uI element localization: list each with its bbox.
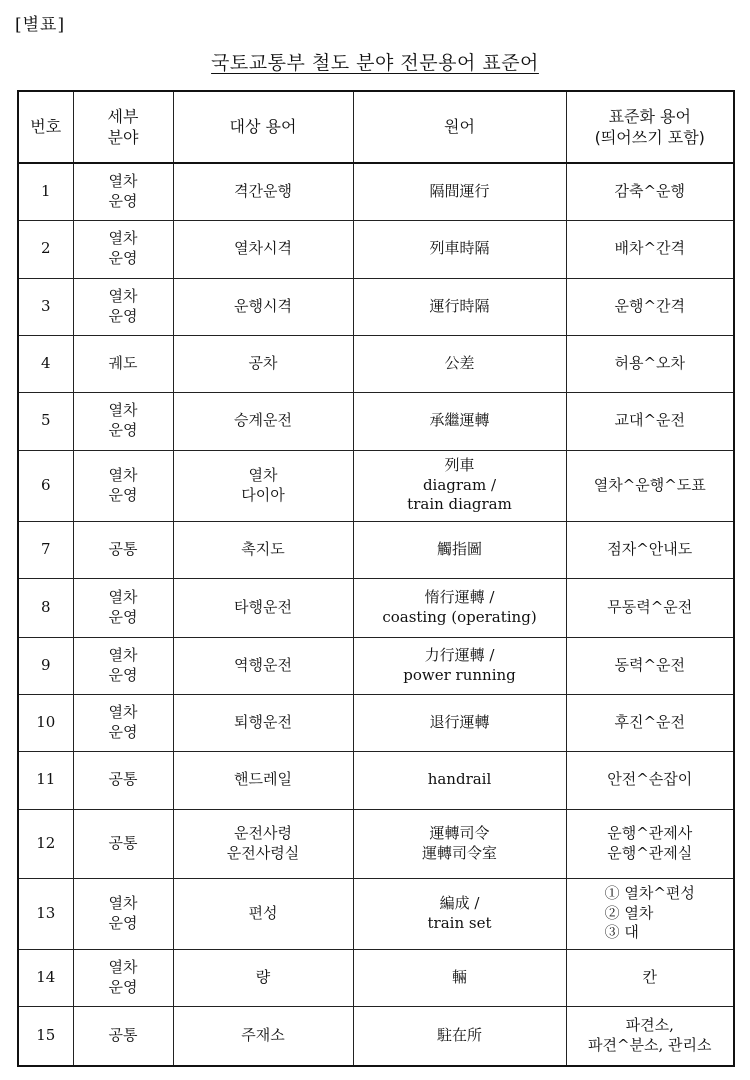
cell-origin-line: 運轉司令	[429, 823, 490, 842]
cell-field-line: 열차	[108, 645, 138, 664]
cell-field-line: 열차	[108, 171, 138, 190]
cell-term	[173, 1006, 353, 1066]
cell-field-line: 운영	[108, 607, 138, 626]
cell-term-line: 공차	[248, 353, 278, 372]
cell-origin-line: 駐在所	[436, 1025, 482, 1044]
cell-term	[173, 878, 353, 949]
cell-field	[73, 809, 173, 878]
cell-field	[73, 949, 173, 1006]
cell-standard-term-line: 감축^운행	[614, 181, 686, 200]
cell-standard-term-line: 배차^간격	[614, 239, 686, 258]
cell-term	[173, 809, 353, 878]
cell-term	[173, 220, 353, 278]
cell-field	[73, 278, 173, 335]
cell-term	[173, 163, 353, 220]
cell-field-line: 운영	[108, 665, 138, 684]
cell-field-line: 공통	[108, 1025, 138, 1044]
cell-standard-term-line: 허용^오차	[614, 353, 686, 372]
cell-term-line: 열차시격	[234, 239, 292, 258]
cell-term	[173, 450, 353, 521]
cell-standard-term-line: 운행^관제사	[607, 823, 693, 842]
cell-standard-term	[566, 637, 734, 694]
cell-number: 10	[18, 694, 73, 751]
cell-term-line: 편성	[248, 903, 278, 922]
table-row	[18, 751, 734, 809]
table-row	[18, 220, 734, 278]
cell-standard-term-line: 칸	[642, 967, 657, 986]
cell-term-line: 다이아	[241, 485, 285, 504]
cell-origin	[353, 1006, 566, 1066]
cell-origin	[353, 949, 566, 1006]
header-term: 대상 용어	[173, 91, 353, 163]
cell-standard-term-line: 파견소,	[625, 1015, 674, 1034]
cell-field-line: 공통	[108, 770, 138, 789]
cell-number: 11	[18, 751, 73, 809]
table-row	[18, 694, 734, 751]
cell-origin-line: 列車時隔	[429, 239, 490, 258]
table-row	[18, 578, 734, 637]
table-row	[18, 335, 734, 392]
cell-field-line: 운영	[108, 191, 138, 210]
cell-origin-line: 承繼運轉	[429, 411, 490, 430]
standard-term-list	[605, 884, 695, 943]
cell-origin-line: 輛	[451, 967, 467, 986]
cell-standard-term-line: 운행^관제실	[607, 843, 693, 862]
table-row	[18, 637, 734, 694]
cell-standard-term	[566, 220, 734, 278]
cell-origin-line: 力行運轉 /	[424, 645, 495, 664]
cell-term-line: 타행운전	[234, 597, 292, 616]
cell-term	[173, 578, 353, 637]
cell-term-line: 주재소	[241, 1025, 285, 1044]
document-title	[0, 48, 750, 75]
cell-origin	[353, 392, 566, 450]
cell-standard-term-line: 열차^운행^도표	[593, 475, 706, 494]
terms-table	[17, 90, 735, 1067]
table-body	[18, 163, 734, 1066]
cell-field	[73, 1006, 173, 1066]
cell-standard-term-line: 운행^간격	[614, 296, 686, 315]
cell-number: 15	[18, 1006, 73, 1066]
cell-standard-term-line: ② 열차	[604, 903, 654, 922]
table-row	[18, 1006, 734, 1066]
cell-origin-line: 公差	[444, 353, 475, 372]
cell-standard-term	[566, 578, 734, 637]
cell-origin-line: 列車	[444, 455, 475, 474]
cell-term	[173, 949, 353, 1006]
cell-standard-term-line: ① 열차^편성	[604, 884, 695, 903]
cell-field	[73, 578, 173, 637]
cell-number: 6	[18, 450, 73, 521]
cell-origin-line: power running	[403, 665, 516, 684]
cell-field-line: 열차	[108, 893, 138, 912]
cell-field	[73, 637, 173, 694]
cell-standard-term-line: 점자^안내도	[607, 539, 693, 558]
cell-number: 9	[18, 637, 73, 694]
cell-field-line: 열차	[108, 957, 138, 976]
cell-origin	[353, 220, 566, 278]
cell-origin	[353, 578, 566, 637]
table-row	[18, 878, 734, 949]
cell-term-line: 승계운전	[234, 411, 292, 430]
cell-term-line: 량	[255, 967, 271, 986]
cell-field	[73, 694, 173, 751]
cell-origin-line: diagram /	[422, 475, 497, 494]
table-row	[18, 392, 734, 450]
cell-standard-term	[566, 335, 734, 392]
cell-field-line: 궤도	[108, 353, 138, 372]
cell-origin	[353, 694, 566, 751]
cell-field-line: 운영	[108, 485, 138, 504]
cell-field	[73, 878, 173, 949]
cell-field	[73, 220, 173, 278]
cell-term-line: 운행시격	[234, 296, 292, 315]
cell-field-line: 열차	[108, 465, 138, 484]
cell-term-line: 운전사령실	[226, 843, 300, 862]
cell-origin-line: coasting (operating)	[382, 607, 537, 626]
cell-standard-term	[566, 1006, 734, 1066]
cell-standard-term-line: 동력^운전	[614, 655, 686, 674]
cell-field	[73, 392, 173, 450]
cell-origin	[353, 809, 566, 878]
cell-origin-line: 觸指圖	[436, 539, 482, 558]
cell-field-line: 운영	[108, 306, 138, 325]
table-row	[18, 163, 734, 220]
cell-number: 4	[18, 335, 73, 392]
cell-standard-term	[566, 694, 734, 751]
cell-number: 5	[18, 392, 73, 450]
appendix-tag: [별표]	[15, 15, 66, 35]
cell-number: 7	[18, 521, 73, 578]
cell-origin	[353, 163, 566, 220]
cell-field-line: 열차	[108, 702, 138, 721]
cell-standard-term	[566, 878, 734, 949]
cell-term	[173, 637, 353, 694]
cell-standard-term-line: 무동력^운전	[607, 597, 693, 616]
cell-field-line: 운영	[108, 722, 138, 741]
cell-standard-term-line: 안전^손잡이	[607, 770, 693, 789]
cell-term-line: 격간운행	[234, 181, 292, 200]
cell-number: 3	[18, 278, 73, 335]
cell-origin-line: 編成 /	[439, 893, 480, 912]
header-field-line2: 분야	[107, 128, 139, 147]
cell-origin	[353, 878, 566, 949]
cell-origin	[353, 335, 566, 392]
cell-field-line: 운영	[108, 249, 138, 267]
table-row	[18, 450, 734, 521]
cell-standard-term	[566, 809, 734, 878]
cell-field-line: 열차	[108, 587, 138, 606]
cell-standard-term	[566, 949, 734, 1006]
cell-term	[173, 335, 353, 392]
table-row	[18, 809, 734, 878]
cell-origin-line: handrail	[427, 770, 492, 789]
table-row	[18, 521, 734, 578]
cell-term	[173, 694, 353, 751]
header-field-line1: 세부	[107, 106, 139, 126]
cell-standard-term-line: 후진^운전	[614, 712, 686, 731]
cell-term-line: 운전사령	[234, 823, 292, 842]
header-row	[18, 91, 734, 163]
cell-number: 2	[18, 220, 73, 278]
cell-origin-line: 運行時隔	[429, 296, 490, 315]
cell-field-line: 운영	[108, 913, 138, 932]
cell-term-line: 촉지도	[241, 539, 285, 558]
cell-field	[73, 163, 173, 220]
cell-standard-term	[566, 521, 734, 578]
cell-field-line: 열차	[108, 229, 138, 248]
header-standard-line1: 표준화 용어	[608, 106, 691, 126]
cell-standard-term	[566, 392, 734, 450]
cell-origin-line: 運轉司令室	[421, 843, 497, 862]
cell-field-line: 공통	[108, 833, 138, 852]
cell-term-line: 역행운전	[234, 655, 292, 674]
cell-number: 1	[18, 163, 73, 220]
cell-field-line: 운영	[108, 977, 138, 996]
cell-origin	[353, 751, 566, 809]
cell-field-line: 열차	[108, 286, 138, 305]
cell-origin	[353, 521, 566, 578]
cell-term-line: 핸드레일	[234, 770, 292, 789]
cell-standard-term	[566, 450, 734, 521]
cell-origin-line: 隔間運行	[429, 181, 490, 200]
cell-standard-term-line: 교대^운전	[614, 411, 686, 430]
cell-origin	[353, 450, 566, 521]
cell-field	[73, 450, 173, 521]
cell-standard-term-line: 파견^분소, 관리소	[587, 1035, 712, 1054]
cell-number: 14	[18, 949, 73, 1006]
cell-field-line: 운영	[108, 421, 138, 439]
cell-standard-term	[566, 163, 734, 220]
header-field	[73, 91, 173, 163]
cell-origin-line: train set	[427, 913, 492, 932]
cell-origin	[353, 637, 566, 694]
cell-field	[73, 751, 173, 809]
header-standard-line2: (띄어쓰기 포함)	[594, 128, 705, 147]
table-row	[18, 278, 734, 335]
cell-field	[73, 335, 173, 392]
header-origin: 원어	[353, 91, 566, 163]
cell-term-line: 퇴행운전	[234, 712, 292, 731]
cell-number: 12	[18, 809, 73, 878]
header-standard	[566, 91, 734, 163]
cell-number: 13	[18, 878, 73, 949]
cell-origin-line: 退行運轉	[429, 712, 490, 731]
cell-term	[173, 521, 353, 578]
cell-term	[173, 278, 353, 335]
header-no: 번호	[18, 91, 73, 163]
cell-term	[173, 392, 353, 450]
cell-term	[173, 751, 353, 809]
cell-term-line: 열차	[248, 465, 278, 484]
cell-standard-term-line: ③ 대	[604, 923, 639, 942]
cell-field	[73, 521, 173, 578]
cell-origin-line: train diagram	[407, 495, 512, 514]
cell-field-line: 공통	[108, 539, 138, 558]
table-row	[18, 949, 734, 1006]
title-text: 국토교통부 철도 분야 전문용어 표준어	[211, 52, 539, 74]
cell-origin-line: 惰行運轉 /	[424, 587, 495, 606]
cell-standard-term	[566, 751, 734, 809]
cell-standard-term	[566, 278, 734, 335]
cell-origin	[353, 278, 566, 335]
cell-number: 8	[18, 578, 73, 637]
cell-field-line: 열차	[108, 401, 138, 420]
